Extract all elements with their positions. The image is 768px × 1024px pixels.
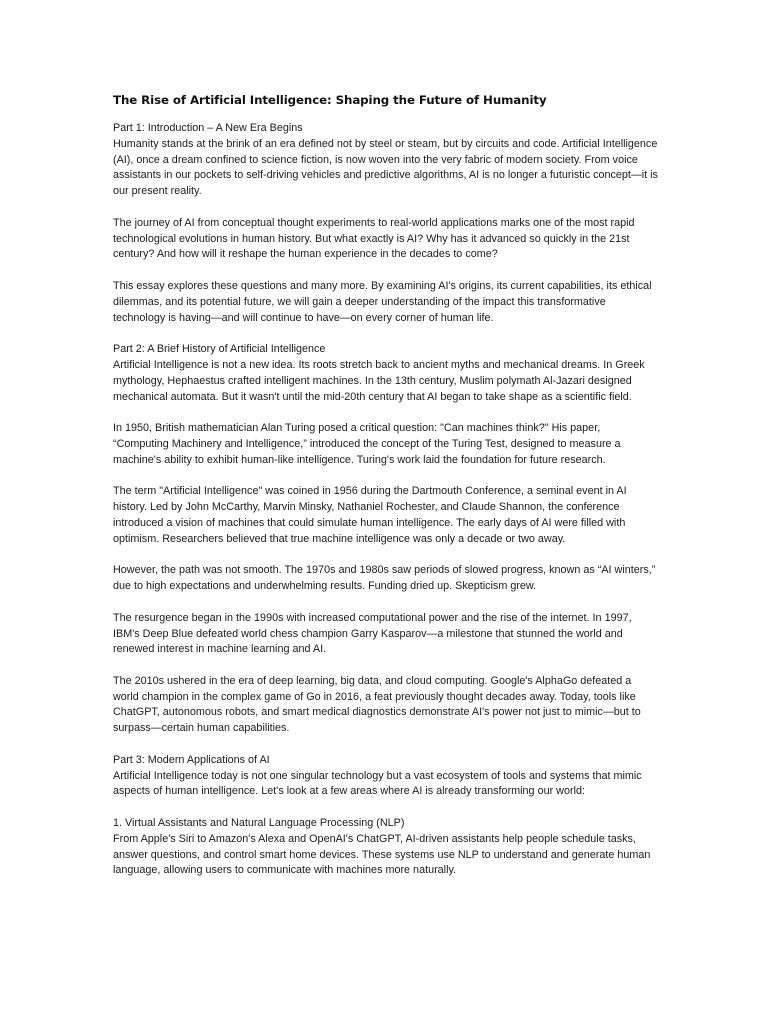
part2-paragraph-3: The term "Artificial Intelligence" was coined in 1956 during the Dartmouth Conference, a seminal event in AI history. Led by John McCarthy, Marvin Minsky, Nathaniel Rochester, and Claude Shannon, the conference introduced a vision of machines that could simulate human intelligence. The early days of AI were filled with optimism. Researchers believed that true machine intelligence was only a decade or two away.: [113, 485, 627, 545]
part3-subsection1-paragraph: From Apple's Siri to Amazon's Alexa and OpenAI's ChatGPT, AI-driven assistants help people schedule tasks, answer questions, and control smart home devices. These systems use NLP to understand and generate human language, allowing users to communicate with machines more naturally.: [113, 832, 651, 877]
part1-paragraph-1: Humanity stands at the brink of an era defined not by steel or steam, but by circuits and code. Artificial Intelligence (AI), once a dream confined to science fiction, is now woven into the very fabric of modern society. From voice assistants in our pockets to self-driving vehicles and predictive algorithms, AI is no longer a futuristic concept—it is our present reality.: [113, 137, 658, 198]
part2-paragraph-6: The 2010s ushered in the era of deep learning, big data, and cloud computing. Google's AlphaGo defeated a world champion in the complex game of Go in 2016, a feat previously thought decades away. Today, tools like ChatGPT, autonomous robots, and smart medical diagnostics demonstrate AI's power not just to mimic—but to surpass—certain human capabilities.: [113, 674, 641, 735]
part3-paragraph-1: Artificial Intelligence today is not one singular technology but a vast ecosystem of tools and systems that mimic aspects of human intelligence. Let's look at a few areas where AI is already transforming our world:: [113, 769, 642, 798]
part1-paragraph-2: The journey of AI from conceptual thought experiments to real-world applications marks one of the most rapid technological evolutions in human history. But what exactly is AI? Why has it advanced so quickly in the 21st century? And how will it reshape the human experience in the decades to come?: [113, 216, 635, 261]
part2-paragraph-5: The resurgence began in the 1990s with increased computational power and the rise of the internet. In 1997, IBM's Deep Blue defeated world chess champion Garry Kasparov—a milestone that stunned the world and renewed interest in machine learning and AI.: [113, 611, 632, 656]
document-title: The Rise of Artificial Intelligence: Shaping the Future of Humanity: [113, 93, 547, 107]
part3-heading: Part 3: Modern Applications of AI: [113, 753, 270, 766]
part3-subsection1-heading: 1. Virtual Assistants and Natural Language Processing (NLP): [113, 817, 405, 830]
part2-heading: Part 2: A Brief History of Artificial Intelligence: [113, 343, 326, 356]
part3-section: [113, 753, 658, 879]
part1-heading: Part 1: Introduction – A New Era Begins: [113, 122, 303, 134]
part2-section: [113, 342, 658, 737]
part2-paragraph-2: In 1950, British mathematician Alan Turing posed a critical question: "Can machines think?" His paper, “Computing Machinery and Intelligence,” introduced the concept of the Turing Test, designed to measure a machine's ability to exhibit human-like intelligence. Turing's work laid the foundation for future research.: [113, 422, 621, 466]
part1-section: [113, 121, 658, 326]
part2-paragraph-4: However, the path was not smooth. The 1970s and 1980s saw periods of slowed progress, known as “AI winters,” due to high expectations and underwhelming results. Funding dried up. Skepticism grew.: [113, 564, 656, 593]
part1-paragraph-3: This essay explores these questions and many more. By examining AI's origins, its current capabilities, its ethical dilemmas, and its potential future, we will gain a deeper understanding of the impact this transformative technology is having—and will continue to have—on every corner of human life.: [113, 279, 652, 324]
part2-paragraph-1: Artificial Intelligence is not a new idea. Its roots stretch back to ancient myths and mechanical dreams. In Greek mythology, Hephaestus crafted intelligent machines. In the 13th century, Muslim polymath Al-Jazari designed mechanical automata. But it wasn't until the mid-20th century that AI began to take shape as a scientific field.: [113, 358, 645, 403]
document-page: [113, 92, 658, 895]
